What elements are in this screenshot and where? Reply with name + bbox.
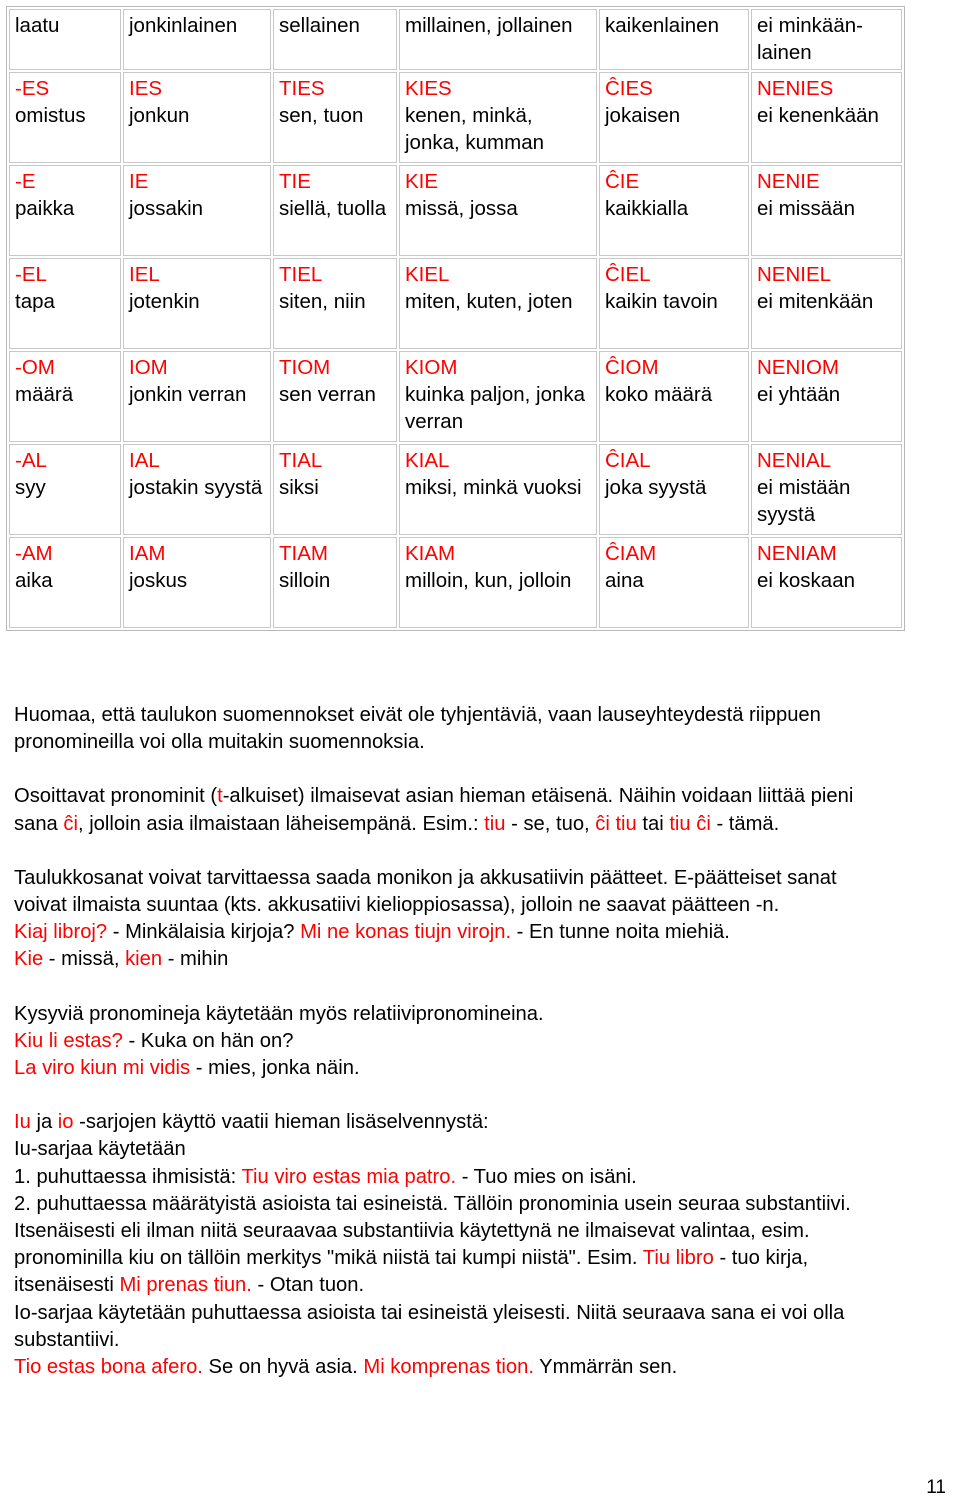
highlight-text: t bbox=[217, 785, 223, 808]
table-cell bbox=[599, 444, 749, 535]
correlative-word: KIEL bbox=[405, 263, 450, 286]
correlative-meaning: kuinka paljon, jonka verran bbox=[405, 383, 586, 433]
row-label-cell bbox=[9, 444, 121, 535]
table-header-row bbox=[9, 9, 902, 70]
note-paragraph bbox=[14, 783, 894, 837]
table-cell bbox=[751, 351, 902, 442]
example-esperanto: Tio estas bona afero. bbox=[14, 1356, 203, 1379]
example-esperanto: Kiaj libroj? bbox=[14, 921, 108, 944]
correlative-meaning: siksi bbox=[279, 476, 319, 499]
table-cell bbox=[751, 537, 902, 628]
example-finnish: - missä, bbox=[43, 948, 126, 971]
example-esperanto: La viro kiun mi vidis bbox=[14, 1057, 191, 1080]
example-esperanto: Mi prenas tiun. bbox=[119, 1274, 252, 1297]
table-cell bbox=[123, 258, 271, 349]
correlative-word: ĈIOM bbox=[605, 356, 659, 379]
ending-label: -EL bbox=[15, 263, 47, 286]
correlative-meaning: jostakin syystä bbox=[129, 476, 263, 499]
highlight-text: ĉi bbox=[63, 812, 78, 835]
correlative-word: IAL bbox=[129, 449, 160, 472]
note-paragraph bbox=[14, 1109, 894, 1381]
note-text: , jolloin asia ilmaistaan läheisempänä. Esim.: bbox=[77, 812, 485, 835]
page-number: 11 bbox=[926, 1477, 946, 1498]
correlative-word: ĈIEL bbox=[605, 263, 651, 286]
highlight-text: Iu bbox=[14, 1111, 31, 1134]
note-text: Osoittavat pronominit ( bbox=[14, 785, 218, 808]
table-row bbox=[9, 165, 902, 256]
example-esperanto: Kie bbox=[14, 948, 44, 971]
correlative-meaning: sen verran bbox=[279, 383, 376, 406]
correlative-word: ĈIES bbox=[605, 77, 653, 100]
correlative-meaning: miksi, minkä vuoksi bbox=[405, 476, 582, 499]
correlative-word: TIEL bbox=[279, 263, 323, 286]
example-finnish: - tuo kirja, itsenäisesti bbox=[14, 1247, 809, 1297]
table-row bbox=[9, 72, 902, 163]
correlative-table bbox=[6, 6, 905, 631]
correlative-word: IE bbox=[129, 170, 149, 193]
header-cell: millainen, jollainen bbox=[399, 9, 597, 70]
example-esperanto: Kiu li estas? bbox=[14, 1029, 123, 1052]
correlative-meaning: ei yhtään bbox=[757, 383, 841, 406]
example-esperanto: Mi ne konas tiujn virojn. bbox=[300, 921, 512, 944]
example-finnish: - Tuo mies on isäni. bbox=[456, 1165, 637, 1188]
correlative-meaning: kenen, minkä, jonka, kumman bbox=[405, 104, 545, 154]
correlative-word: ĈIE bbox=[605, 170, 640, 193]
table-cell bbox=[123, 444, 271, 535]
table-cell bbox=[399, 444, 597, 535]
ending-meaning: tapa bbox=[15, 290, 55, 313]
ending-meaning: aika bbox=[15, 569, 53, 592]
correlative-meaning: siellä, tuolla bbox=[279, 197, 387, 220]
table-row bbox=[9, 444, 902, 535]
header-cell: laatu bbox=[9, 9, 121, 70]
table-cell bbox=[399, 537, 597, 628]
example-esperanto: Tiu libro bbox=[642, 1247, 714, 1270]
correlative-meaning: missä, jossa bbox=[405, 197, 518, 220]
ending-label: -E bbox=[15, 170, 36, 193]
correlative-meaning: kaikin tavoin bbox=[605, 290, 718, 313]
table-cell bbox=[751, 72, 902, 163]
example-finnish: - Otan tuon. bbox=[251, 1274, 365, 1297]
correlative-word: IOM bbox=[129, 356, 168, 379]
table-cell bbox=[599, 165, 749, 256]
note-text: Io-sarjaa käytetään puhuttaessa asioista tai esineistä yleisesti. Niitä seuraava sana ei voi olla substantiivi. bbox=[14, 1301, 845, 1351]
correlative-meaning: ei missään bbox=[757, 197, 855, 220]
correlative-word: KIAL bbox=[405, 449, 450, 472]
header-cell: kaikenlainen bbox=[599, 9, 749, 70]
table-row bbox=[9, 258, 902, 349]
correlative-word: KIE bbox=[405, 170, 439, 193]
example-finnish: - Minkälaisia kirjoja? bbox=[107, 921, 301, 944]
row-label-cell bbox=[9, 351, 121, 442]
note-paragraph bbox=[14, 865, 894, 974]
table-cell bbox=[123, 165, 271, 256]
note-text: 1. puhuttaessa ihmisistä: bbox=[14, 1165, 242, 1188]
example-esperanto: Mi komprenas tion. bbox=[363, 1356, 534, 1379]
table-cell bbox=[273, 537, 397, 628]
ending-meaning: paikka bbox=[15, 197, 75, 220]
ending-label: -OM bbox=[15, 356, 55, 379]
table-cell bbox=[273, 72, 397, 163]
correlative-meaning: milloin, kun, jolloin bbox=[405, 569, 572, 592]
correlative-meaning: siten, niin bbox=[279, 290, 366, 313]
correlative-word: TIOM bbox=[279, 356, 331, 379]
correlative-meaning: ei kenenkään bbox=[757, 104, 879, 127]
example-finnish: - Kuka on hän on? bbox=[122, 1029, 294, 1052]
note-text: -alkuiset) ilmaisevat asian hieman etäisenä. Näihin voidaan liittää pieni sana bbox=[14, 785, 854, 835]
table-cell bbox=[751, 444, 902, 535]
correlative-meaning: silloin bbox=[279, 569, 331, 592]
example-finnish: - En tunne noita miehiä. bbox=[511, 921, 730, 944]
table-cell bbox=[123, 351, 271, 442]
table-cell bbox=[399, 165, 597, 256]
correlative-word: TIES bbox=[279, 77, 325, 100]
correlative-meaning: koko määrä bbox=[605, 383, 713, 406]
row-label-cell bbox=[9, 537, 121, 628]
table-cell bbox=[599, 72, 749, 163]
correlative-word: NENIOM bbox=[757, 356, 839, 379]
example-finnish: Se on hyvä asia. bbox=[202, 1356, 364, 1379]
correlative-meaning: jotenkin bbox=[129, 290, 200, 313]
example-finnish: - mies, jonka näin. bbox=[190, 1057, 360, 1080]
correlative-meaning: kaikkialla bbox=[605, 197, 689, 220]
correlative-meaning: ei koskaan bbox=[757, 569, 856, 592]
correlative-meaning: jokaisen bbox=[605, 104, 681, 127]
correlative-word: TIAL bbox=[279, 449, 323, 472]
table-cell bbox=[599, 258, 749, 349]
example-esperanto: kien bbox=[125, 948, 163, 971]
table-cell bbox=[123, 72, 271, 163]
correlative-meaning: ei mitenkään bbox=[757, 290, 874, 313]
table-cell bbox=[599, 351, 749, 442]
note-text: Taulukkosanat voivat tarvittaessa saada monikon ja akkusatiivin päätteet. E-päätteiset sanat voivat ilmaista suuntaa (kts. akkusatiivi kielioppiosassa), jolloin ne saavat päätteen -n. bbox=[14, 866, 837, 917]
correlative-word: KIAM bbox=[405, 542, 456, 565]
ending-label: -AL bbox=[15, 449, 47, 472]
ending-meaning: syy bbox=[15, 476, 46, 499]
correlative-word: NENIES bbox=[757, 77, 834, 100]
row-label-cell bbox=[9, 258, 121, 349]
correlative-word: IEL bbox=[129, 263, 160, 286]
correlative-meaning: joka syystä bbox=[605, 476, 707, 499]
note-paragraph bbox=[14, 1001, 894, 1083]
correlative-word: ĈIAM bbox=[605, 542, 657, 565]
correlative-meaning: aina bbox=[605, 569, 644, 592]
table-cell bbox=[399, 72, 597, 163]
correlative-word: NENIAL bbox=[757, 449, 832, 472]
correlative-meaning: jonkin verran bbox=[129, 383, 247, 406]
header-cell: sellainen bbox=[273, 9, 397, 70]
table-body bbox=[9, 9, 902, 628]
note-text: Kysyviä pronomineja käytetään myös relatiivipronomineina. bbox=[14, 1002, 544, 1025]
correlative-word: NENIAM bbox=[757, 542, 837, 565]
correlative-word: IES bbox=[129, 77, 163, 100]
correlative-meaning: joskus bbox=[129, 569, 188, 592]
ending-meaning: määrä bbox=[15, 383, 74, 406]
table-cell bbox=[751, 258, 902, 349]
note-text: 2. puhuttaessa määrätyistä asioista tai esineistä. Tällöin pronominia usein seuraa substantiivi. Itsenäisesti eli ilman niitä seuraavaa substantiivia käytettynä ne ilmaisevat valintaa, esim. pronominilla kiu on tällöin merkitys "mikä niistä tai kumpi niistä". Esim. bbox=[14, 1192, 851, 1270]
correlative-meaning: jossakin bbox=[129, 197, 204, 220]
highlight-text: tiu ĉi bbox=[669, 812, 711, 835]
table-cell bbox=[599, 537, 749, 628]
row-label-cell bbox=[9, 165, 121, 256]
table-cell bbox=[273, 258, 397, 349]
correlative-word: KIOM bbox=[405, 356, 458, 379]
table-cell bbox=[399, 258, 597, 349]
correlative-meaning: ei mistään syystä bbox=[757, 476, 851, 526]
correlative-word: TIE bbox=[279, 170, 311, 193]
table-row bbox=[9, 351, 902, 442]
note-text: ja bbox=[30, 1111, 58, 1134]
correlative-word: TIAM bbox=[279, 542, 328, 565]
note-text: - tämä. bbox=[710, 812, 780, 835]
header-cell: ei minkään-lainen bbox=[751, 9, 902, 70]
highlight-text: io bbox=[57, 1111, 74, 1134]
correlative-meaning: jonkun bbox=[129, 104, 190, 127]
highlight-text: ĉi tiu bbox=[595, 812, 637, 835]
table-cell bbox=[399, 351, 597, 442]
table-row bbox=[9, 537, 902, 628]
ending-label: -ES bbox=[15, 77, 50, 100]
table-cell bbox=[751, 165, 902, 256]
note-text: -sarjojen käyttö vaatii hieman lisäselvennystä: bbox=[73, 1111, 489, 1134]
example-finnish: Ymmärrän sen. bbox=[533, 1356, 678, 1379]
note-text: - se, tuo, bbox=[505, 812, 596, 835]
example-esperanto: Tiu viro estas mia patro. bbox=[241, 1165, 457, 1188]
table-cell bbox=[123, 537, 271, 628]
highlight-text: tiu bbox=[484, 812, 506, 835]
note-paragraph bbox=[14, 702, 894, 756]
header-cell: jonkinlainen bbox=[123, 9, 271, 70]
table-cell bbox=[273, 351, 397, 442]
table-cell bbox=[273, 165, 397, 256]
correlative-word: KIES bbox=[405, 77, 452, 100]
note-text: Iu-sarjaa käytetään bbox=[14, 1138, 186, 1161]
correlative-word: NENIE bbox=[757, 170, 820, 193]
example-finnish: - mihin bbox=[162, 948, 229, 971]
correlative-meaning: miten, kuten, joten bbox=[405, 290, 573, 313]
ending-meaning: omistus bbox=[15, 104, 86, 127]
table-cell bbox=[273, 444, 397, 535]
correlative-word: NENIEL bbox=[757, 263, 832, 286]
note-text: Huomaa, että taulukon suomennokset eivät ole tyhjentäviä, vaan lauseyhteydestä riippuen pronomineilla voi olla muitakin suomennoksia. bbox=[14, 704, 821, 754]
notes-section bbox=[14, 702, 894, 1408]
ending-label: -AM bbox=[15, 542, 53, 565]
row-label-cell bbox=[9, 72, 121, 163]
correlative-word: ĈIAL bbox=[605, 449, 651, 472]
note-text: tai bbox=[636, 812, 670, 835]
correlative-meaning: sen, tuon bbox=[279, 104, 364, 127]
correlative-word: IAM bbox=[129, 542, 166, 565]
